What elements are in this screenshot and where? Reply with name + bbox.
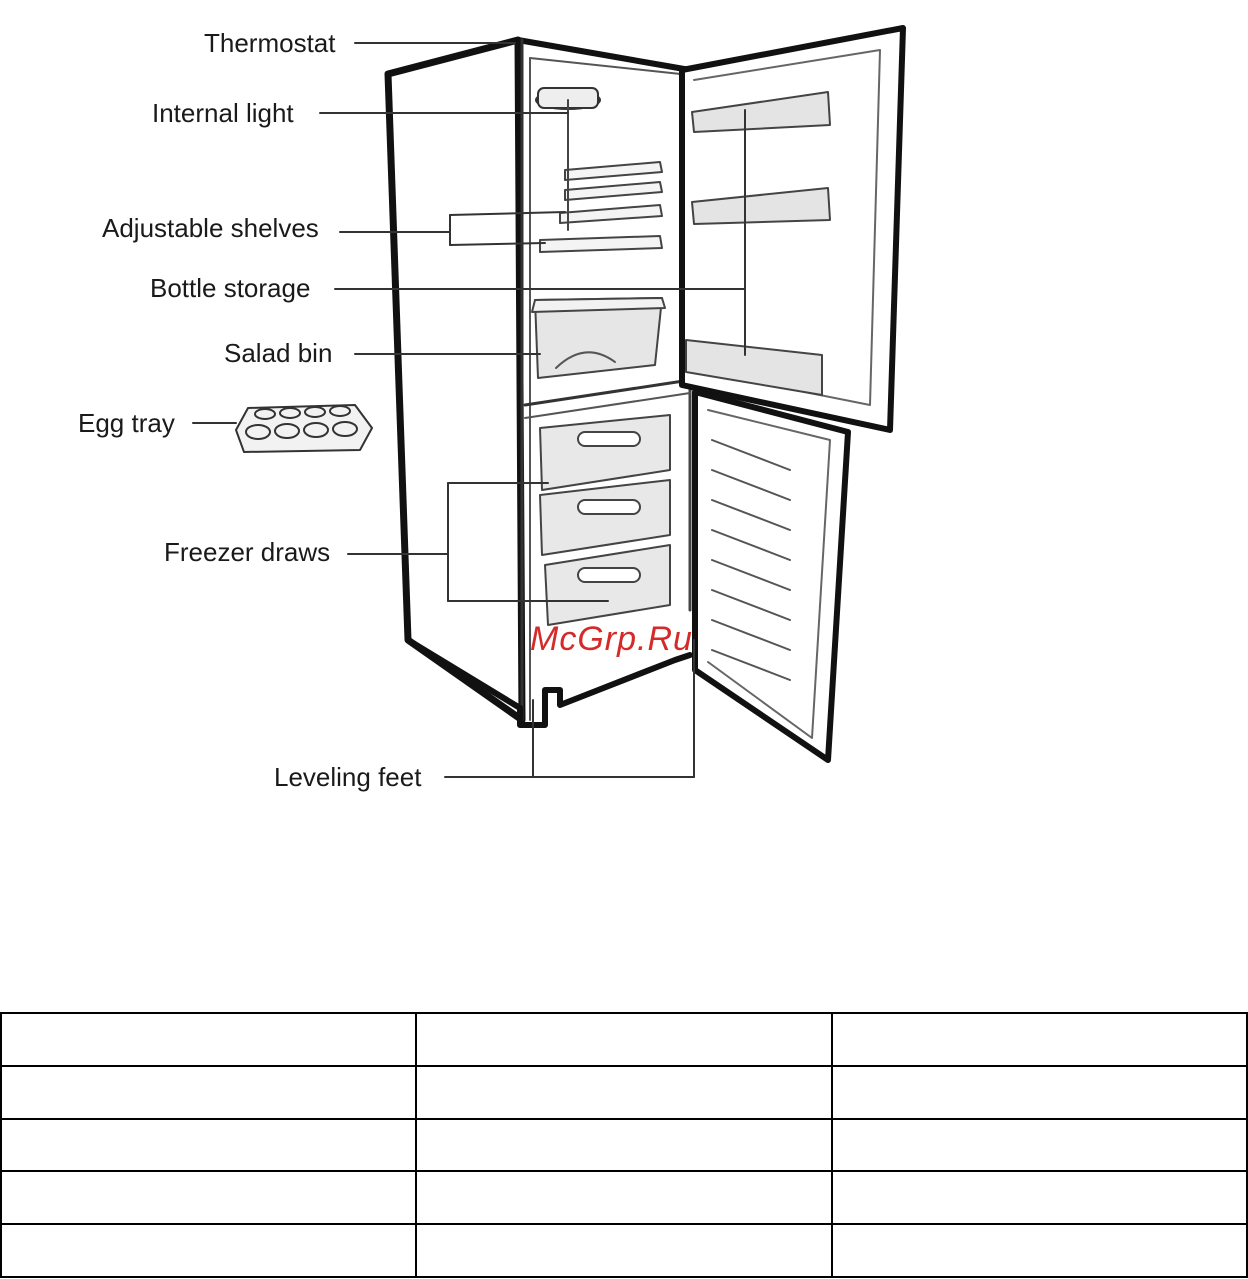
table-cell — [416, 1171, 831, 1224]
label-leveling-feet: Leveling feet — [274, 762, 422, 792]
watermark: McGrp.Ru — [530, 620, 693, 658]
table-row — [1, 1013, 1247, 1066]
fridge-door-graphic — [682, 28, 903, 430]
table-cell — [1, 1013, 416, 1066]
freezer-drawers-graphic — [540, 415, 670, 625]
table-cell — [832, 1013, 1247, 1066]
table-cell — [1, 1171, 416, 1224]
table-cell — [1, 1224, 416, 1277]
table-row — [1, 1171, 1247, 1224]
table-cell — [832, 1171, 1247, 1224]
table-cell — [416, 1066, 831, 1119]
label-egg-tray: Egg tray — [78, 408, 175, 438]
label-salad-bin: Salad bin — [224, 338, 333, 368]
table-cell — [832, 1066, 1247, 1119]
label-freezer-draws: Freezer draws — [164, 537, 331, 567]
table-row — [1, 1066, 1247, 1119]
table-cell — [832, 1224, 1247, 1277]
label-bottle-storage: Bottle storage — [150, 273, 311, 303]
label-adjustable-shelves: Adjustable shelves — [102, 213, 319, 243]
table-cell — [832, 1119, 1247, 1172]
adjustable-shelves-graphic — [540, 100, 662, 252]
table-cell — [416, 1119, 831, 1172]
table-cell — [416, 1224, 831, 1277]
table-cell — [1, 1119, 416, 1172]
table-row — [1, 1119, 1247, 1172]
salad-bin-graphic — [532, 298, 665, 378]
egg-tray-graphic — [236, 405, 372, 452]
table-cell — [1, 1066, 416, 1119]
table-row — [1, 1224, 1247, 1277]
table-cell — [416, 1013, 831, 1066]
spec-table — [0, 1012, 1248, 1278]
freezer-door-graphic — [695, 392, 848, 760]
label-internal-light: Internal light — [152, 98, 294, 128]
label-thermostat: Thermostat — [204, 28, 336, 58]
